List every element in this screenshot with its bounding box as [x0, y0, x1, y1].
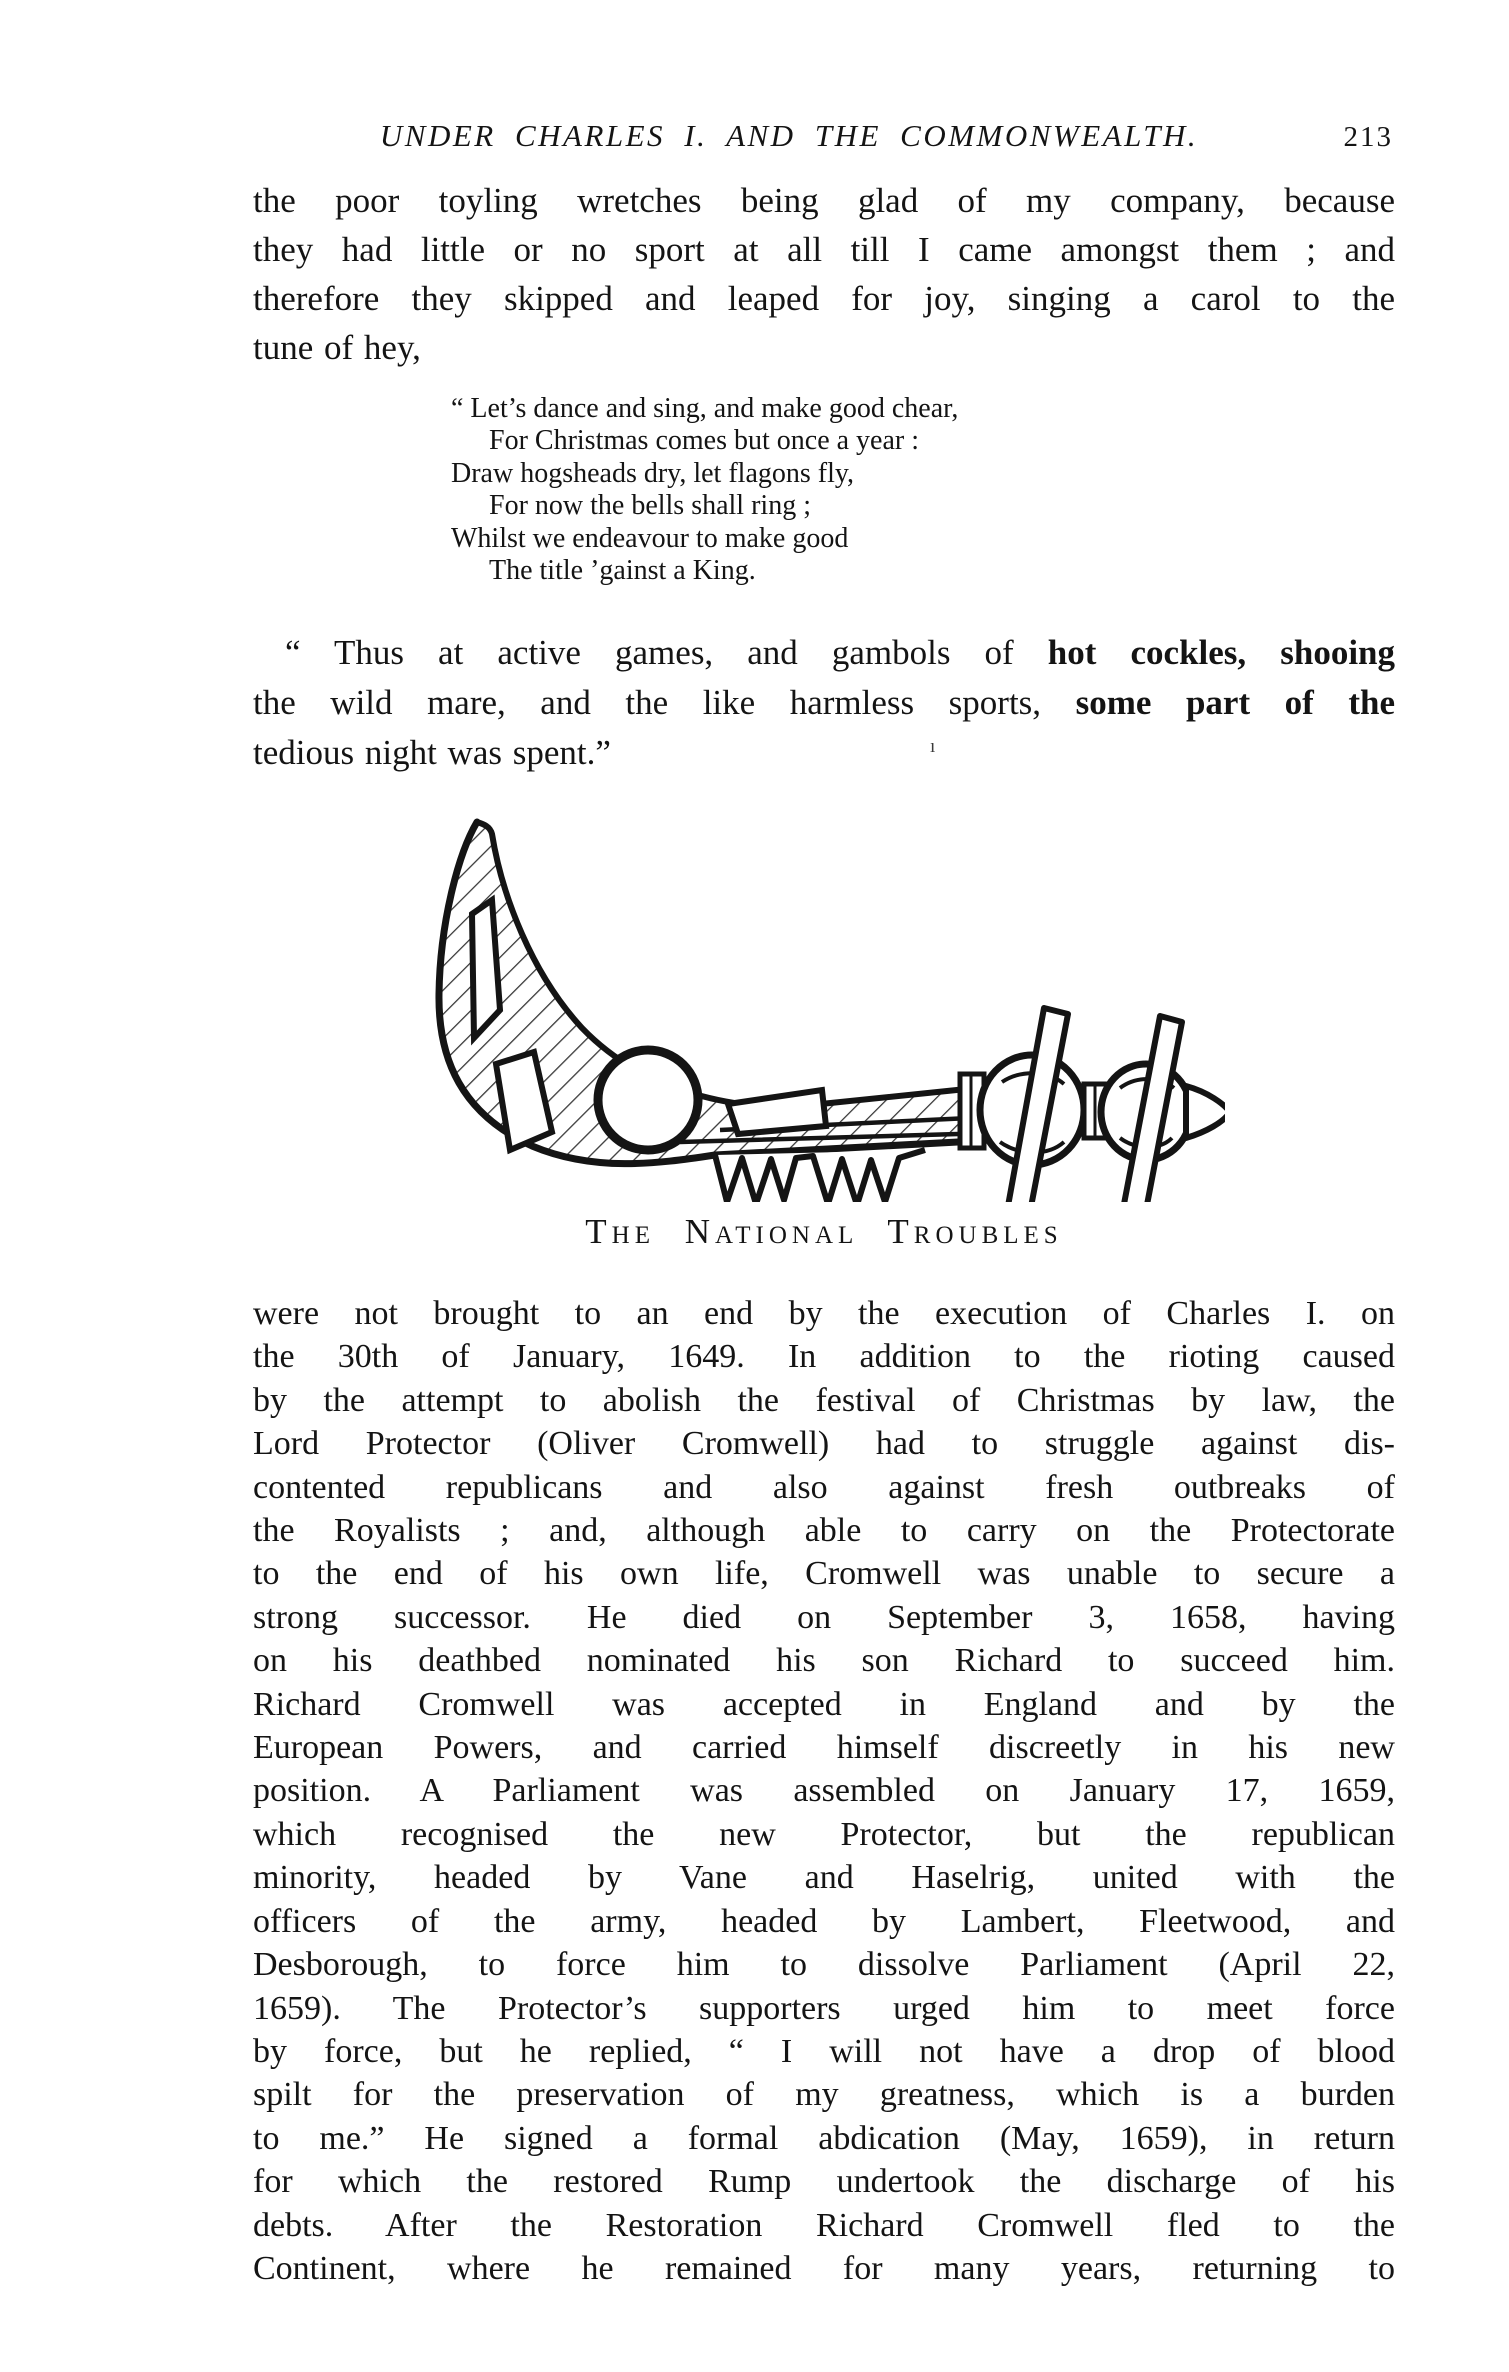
text-line: European Powers, and carried himself discreetly in his new [253, 1729, 1395, 1767]
text-line: they had little or no sport at all till I came amongst them ; and [253, 230, 1395, 269]
text-line: the Royalists ; and, although able to carry on the Protectorate [253, 1512, 1395, 1550]
text-line: by the attempt to abolish the festival of Christmas by law, the [253, 1381, 1395, 1419]
running-head [253, 118, 1395, 162]
running-title: UNDER CHARLES I. AND THE COMMONWEALTH. [379, 118, 1199, 153]
text-line: the poor toyling wretches being glad of my company, because [253, 181, 1395, 220]
text-line: Continent, where he remained for many years, returning to [253, 2249, 1395, 2287]
text-line: spilt for the preservation of my greatness, which is a burden [253, 2076, 1395, 2114]
text-line: on his deathbed nominated his son Richard to succeed him. [253, 1642, 1395, 1680]
text-line: for which the restored Rump undertook the discharge of his [253, 2163, 1395, 2201]
text-line: Whilst we endeavour to make good [451, 522, 849, 554]
text-line: “ Thus at active games, and gambols of hot cockles, shooing [285, 633, 1396, 672]
text-line: Lord Protector (Oliver Cromwell) had to struggle against dis- [253, 1425, 1395, 1463]
text-line: position. A Parliament was assembled on January 17, 1659, [253, 1772, 1395, 1810]
handle-tip [1186, 1086, 1225, 1138]
text-line: the wild mare, and the like harmless sports, some part of the [253, 683, 1395, 722]
text-line: therefore they skipped and leaped for joy, singing a carol to the [253, 279, 1395, 318]
text-line: officers of the army, headed by Lambert, Fleetwood, and [253, 1902, 1395, 1940]
text-line: Richard Cromwell was accepted in England and by the [253, 1685, 1395, 1723]
text-line: “ Let’s dance and sing, and make good chear, [451, 393, 959, 424]
carol-verse [451, 393, 958, 587]
text-line: strong successor. He died on September 3, 1658, having [253, 1598, 1395, 1636]
text-line: the 30th of January, 1649. In addition to the rioting caused [253, 1338, 1395, 1376]
section-heading: The National Troubles [585, 1212, 1063, 1251]
text-line: 1659). The Protector’s supporters urged him to meet force [253, 1989, 1395, 2027]
text-line: For now the bells shall ring ; [489, 490, 811, 522]
text-line: Desborough, to force him to dissolve Parliament (April 22, [253, 1946, 1395, 1984]
text-line: which recognised the new Protector, but the republican [253, 1815, 1395, 1853]
text-line: tedious night was spent.” [253, 733, 611, 772]
saw-teeth [715, 1150, 925, 1202]
troubles-paragraph [253, 1292, 1395, 2290]
page-number: 213 [1343, 121, 1393, 153]
text-line: to me.” He signed a formal abdication (May, 1659), in return [253, 2119, 1395, 2157]
text-line: debts. After the Restoration Richard Cromwell fled to the [253, 2206, 1395, 2244]
text-line: contented republicans and also against fresh outbreaks of [253, 1468, 1395, 1506]
text-line: minority, headed by Vane and Haselrig, united with the [253, 1859, 1395, 1897]
circular-hole [598, 1050, 698, 1150]
text-line: The title ’gainst a King. [489, 555, 756, 587]
text-line: Draw hogsheads dry, let flagons fly, [451, 457, 855, 489]
intro-paragraph [253, 176, 1395, 372]
carved-hook-illustration [380, 812, 1225, 1202]
text-line: For Christmas comes but once a year : [489, 425, 920, 457]
text-line: by force, but he replied, “ I will not have a drop of blood [253, 2032, 1395, 2070]
stray-ink-mark: ı [930, 736, 936, 757]
games-paragraph [253, 628, 1395, 778]
text-line: to the end of his own life, Cromwell was unable to secure a [253, 1555, 1395, 1593]
text-line: were not brought to an end by the execution of Charles I. on [253, 1295, 1395, 1332]
text-line: tune of hey, [253, 328, 421, 367]
